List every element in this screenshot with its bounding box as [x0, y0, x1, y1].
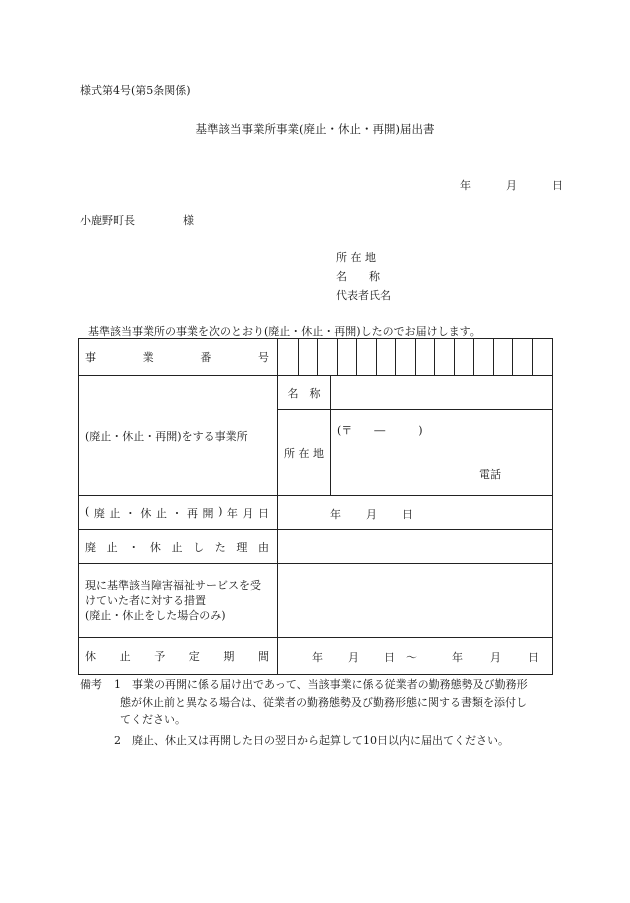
- business-number-boxes: [278, 339, 551, 375]
- reason-label-char: ・: [128, 540, 140, 554]
- document-title: 基準該当事業所事業(廃止・休止・再開)届出書: [195, 122, 435, 136]
- period-label-char: 止: [119, 650, 131, 663]
- intro-statement: 基準該当事業所の事業を次のとおり(廃止・休止・再開)したのでお届けします。: [88, 325, 481, 338]
- action-date-input[interactable]: [278, 496, 553, 530]
- action-date-year: 年: [330, 508, 341, 521]
- addressee-name: 小鹿野町長: [80, 214, 135, 227]
- addressee-suffix: 様: [183, 214, 194, 227]
- date-day: 日: [552, 179, 563, 192]
- note1-line3: てください。: [120, 713, 186, 726]
- reason-label-char: 由: [258, 540, 269, 554]
- period-label-char: 期: [223, 650, 235, 663]
- phone-label: 電話: [479, 468, 501, 481]
- period-input[interactable]: [278, 638, 553, 675]
- period-label: [79, 638, 278, 675]
- reason-input[interactable]: [278, 530, 553, 564]
- period-start-day: 日: [384, 651, 395, 664]
- sender-name-label: 名 称: [336, 270, 380, 283]
- reason-label-char: 休: [149, 540, 161, 554]
- period-start-month: 月: [348, 651, 359, 664]
- period-start-year: 年: [312, 651, 323, 664]
- date-label-char: (: [85, 504, 90, 518]
- bn-label-char: 号: [257, 351, 269, 364]
- office-address-input[interactable]: [331, 410, 553, 496]
- office-name-label: 名 称: [278, 376, 331, 410]
- action-date-label: [79, 496, 278, 530]
- row-action-date: [79, 496, 553, 530]
- date-label-char: ): [218, 504, 223, 518]
- reason-label-char: 止: [106, 540, 118, 554]
- measures-label-line1: 現に基準該当障害福祉サービスを受: [85, 579, 261, 592]
- business-number-input[interactable]: [278, 339, 553, 376]
- period-end-year: 年: [452, 651, 463, 664]
- date-label-char: ・: [124, 506, 136, 520]
- measures-label: [79, 564, 278, 638]
- date-label-char: 止: [155, 506, 167, 520]
- date-label-char: 開: [202, 506, 214, 520]
- date-label-char: 廃: [93, 506, 105, 520]
- notes-heading: 備考: [80, 678, 102, 691]
- reason-label-char: し: [193, 540, 205, 554]
- bn-label-char: 業: [142, 351, 154, 364]
- period-label-char: 休: [85, 650, 96, 663]
- row-reason: [79, 530, 553, 564]
- notification-table: [78, 338, 553, 675]
- reason-label-char: た: [214, 540, 226, 554]
- office-label: (廃止・休止・再開)をする事業所: [79, 376, 278, 496]
- reason-label-char: 理: [236, 540, 248, 554]
- note2-number: 2: [114, 734, 121, 747]
- office-name-input[interactable]: [331, 376, 553, 410]
- reason-label: [79, 530, 278, 564]
- period-label-char: 予: [154, 650, 166, 663]
- date-label-char: 月: [242, 506, 254, 520]
- sender-location-label: 所 在 地: [336, 251, 376, 264]
- row-business-number: [79, 339, 553, 376]
- action-date-month: 月: [366, 508, 377, 521]
- note1-line2: 態が休止前と異なる場合は、従業者の勤務態勢及び勤務形態に関する書類を添付し: [120, 695, 527, 709]
- measures-label-line3: (廃止・休止をした場合のみ): [85, 609, 226, 622]
- date-label-char: 年: [226, 506, 238, 520]
- addressee: [80, 212, 194, 228]
- measures-label-line2: けていた者に対する措置: [85, 594, 206, 607]
- period-tilde: ～: [406, 651, 417, 664]
- date-label-char: 止: [109, 506, 121, 520]
- business-number-label: [79, 339, 278, 376]
- period-end-day: 日: [528, 651, 539, 664]
- bn-label-char: 事: [85, 351, 96, 364]
- date-label-char: 日: [257, 506, 269, 520]
- period-label-char: 間: [257, 650, 269, 663]
- note2-line1: 廃止、休止又は再開した日の翌日から起算して10日以内に届出てください。: [132, 734, 509, 747]
- bn-label-char: 番: [200, 351, 212, 364]
- measures-input[interactable]: [278, 564, 553, 638]
- row-measures: [79, 564, 553, 638]
- row-suspension-period: [79, 638, 553, 675]
- form-number: 様式第4号(第5条関係): [80, 84, 191, 97]
- note1-line1: 事業の再開に係る届け出であって、当該事業に係る従業者の勤務態勢及び勤務形: [132, 678, 528, 691]
- reason-label-char: 廃: [85, 540, 96, 554]
- date-year: 年: [460, 179, 471, 192]
- note1-number: 1: [114, 678, 121, 691]
- date-label-char: 休: [140, 506, 152, 520]
- office-address-label: 所 在 地: [278, 410, 331, 496]
- sender-representative-label: 代表者氏名: [336, 289, 391, 302]
- period-end-month: 月: [490, 651, 501, 664]
- row-office-name: [79, 376, 553, 410]
- period-label-char: 定: [188, 650, 200, 663]
- submission-date[interactable]: [460, 177, 563, 193]
- date-label-char: 再: [187, 506, 199, 520]
- date-label-char: ・: [171, 506, 183, 520]
- reason-label-char: 止: [171, 540, 183, 554]
- date-month: 月: [506, 179, 517, 192]
- postal-code: (〒 ― ): [337, 424, 423, 437]
- action-date-day: 日: [402, 508, 413, 521]
- notes-section: [80, 676, 560, 756]
